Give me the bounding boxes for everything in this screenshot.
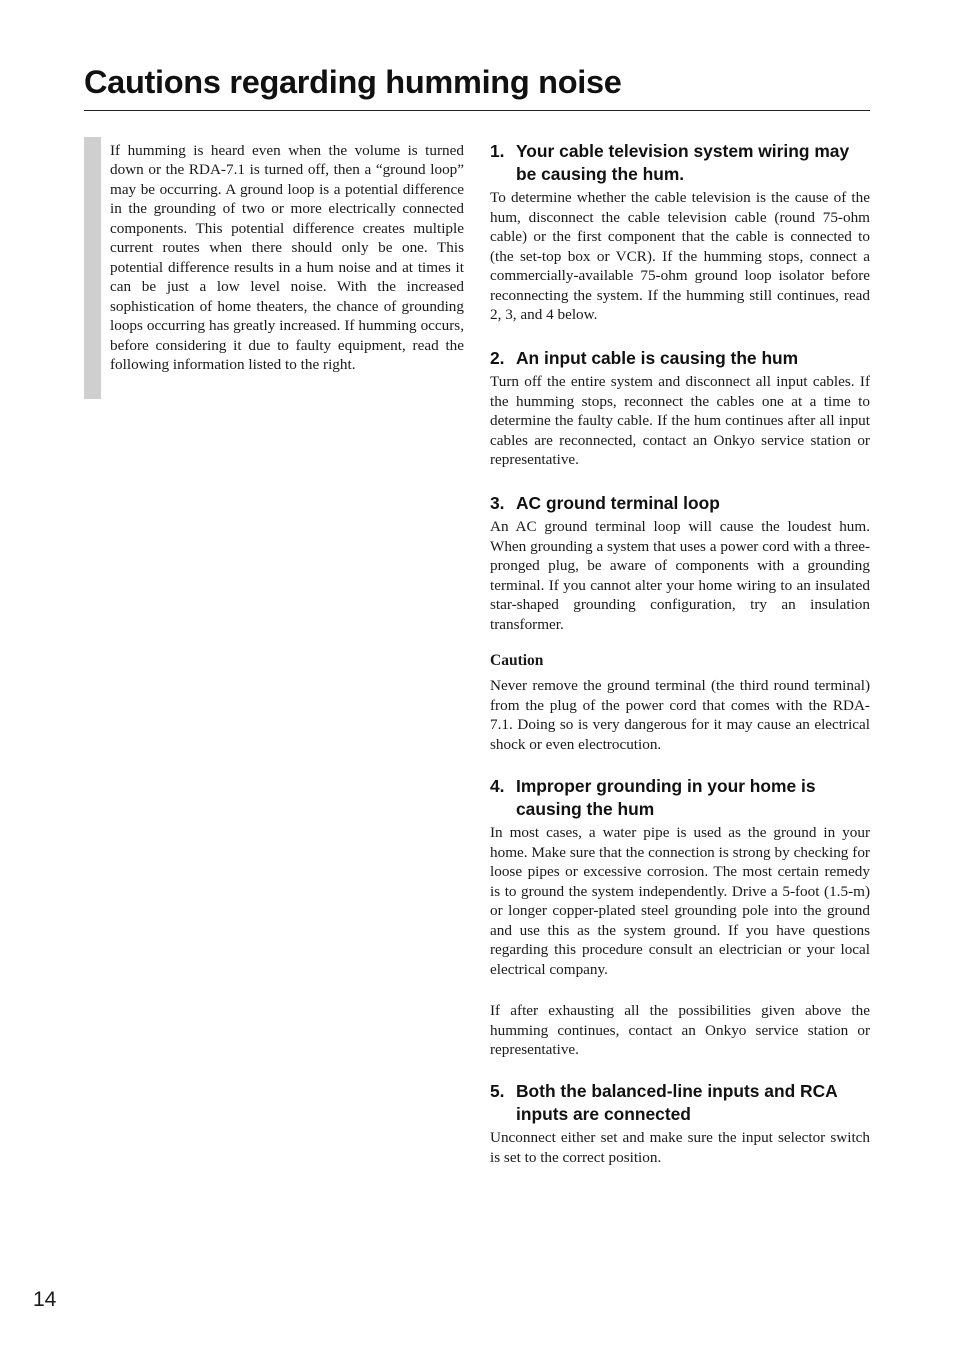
page-title: Cautions regarding humming noise xyxy=(84,64,622,100)
caution-block xyxy=(490,651,870,754)
section-body: To determine whether the cable television is the cause of the hum, disconnect the cable television cable (round 75-ohm cable) or the first component that the cable is connected to (the set-top box or VCR). If the humming stops, connect a commercially-available 75-ohm ground loop isolator before reconnecting the system. If the humming still continues, read 2, 3, and 4 below. xyxy=(490,189,870,323)
section-number: 3. xyxy=(490,493,505,513)
section-body: Unconnect either set and make sure the input selector switch is set to the correct position. xyxy=(490,1129,870,1166)
title-divider xyxy=(84,110,870,111)
section-5 xyxy=(490,1080,870,1167)
intro-side-bar xyxy=(84,137,101,399)
section-number: 5. xyxy=(490,1081,505,1101)
section-number: 2. xyxy=(490,348,505,368)
section-title: Both the balanced-line inputs and RCA inputs are connected xyxy=(516,1081,838,1124)
section-title: AC ground terminal loop xyxy=(516,493,720,513)
section-title: An input cable is causing the hum xyxy=(516,348,799,368)
section-heading xyxy=(490,347,870,370)
section-1 xyxy=(490,140,870,325)
section-body: Turn off the entire system and disconnect all input cables. If the humming stops, reconnect the cables one at a time to determine the faulty cable. If the hum continues after all input cables are reconnected, contact an Onkyo service station or representative. xyxy=(490,373,870,468)
section-number: 1. xyxy=(490,141,505,161)
section-2 xyxy=(490,347,870,470)
section-body: In most cases, a water pipe is used as the ground in your home. Make sure that the connection is strong by checking for loose pipes or excessive corrosion. The most certain remedy is to ground the system independently. Drive a 5-foot (1.5-m) or longer copper-plated steel grounding pole into the ground and use this as the system ground. If you have questions regarding this procedure consult an electrician or your local electrical company. xyxy=(490,824,870,978)
section-body-followup: If after exhausting all the possibilities given above the humming continues, contact an Onkyo service station or representative. xyxy=(490,1002,870,1058)
caution-label: Caution xyxy=(490,652,544,669)
section-heading xyxy=(490,140,870,186)
section-4 xyxy=(490,775,870,979)
intro-paragraph: If humming is heard even when the volume is turned down or the RDA-7.1 is turned off, then a “ground loop” may be occurring. A ground loop is a potential difference in the grounding of two or more electrically connected components. This potential difference creates multiple current routes when there should only be one. This potential difference results in a hum noise and at times it can be just a low level noise. With the increased sophistication of home theaters, the chance of grounding loops occurring has greatly increased. If humming occurs, before considering it due to faulty equipment, read the following information listed to the right. xyxy=(110,142,464,373)
section-3 xyxy=(490,492,870,634)
section-body: An AC ground terminal loop will cause the loudest hum. When grounding a system that uses a power cord with a three-pronged plug, be aware of components with a grounding terminal. If you cannot alter your home wiring to an insulated star-shaped grounding configuration, try an insulation transformer. xyxy=(490,518,870,633)
section-heading xyxy=(490,1080,870,1126)
section-title: Your cable television system wiring may be causing the hum. xyxy=(516,141,850,184)
caution-text: Never remove the ground terminal (the third round terminal) from the plug of the power cord that comes with the RDA-7.1. Doing so is very dangerous for it may cause an electrical shock or even electrocution. xyxy=(490,677,870,753)
section-title: Improper grounding in your home is causing the hum xyxy=(516,776,816,819)
section-4-followup xyxy=(490,1001,870,1060)
section-number: 4. xyxy=(490,776,505,796)
page-number: 14 xyxy=(33,1288,57,1311)
section-heading xyxy=(490,492,870,515)
section-heading xyxy=(490,775,870,821)
